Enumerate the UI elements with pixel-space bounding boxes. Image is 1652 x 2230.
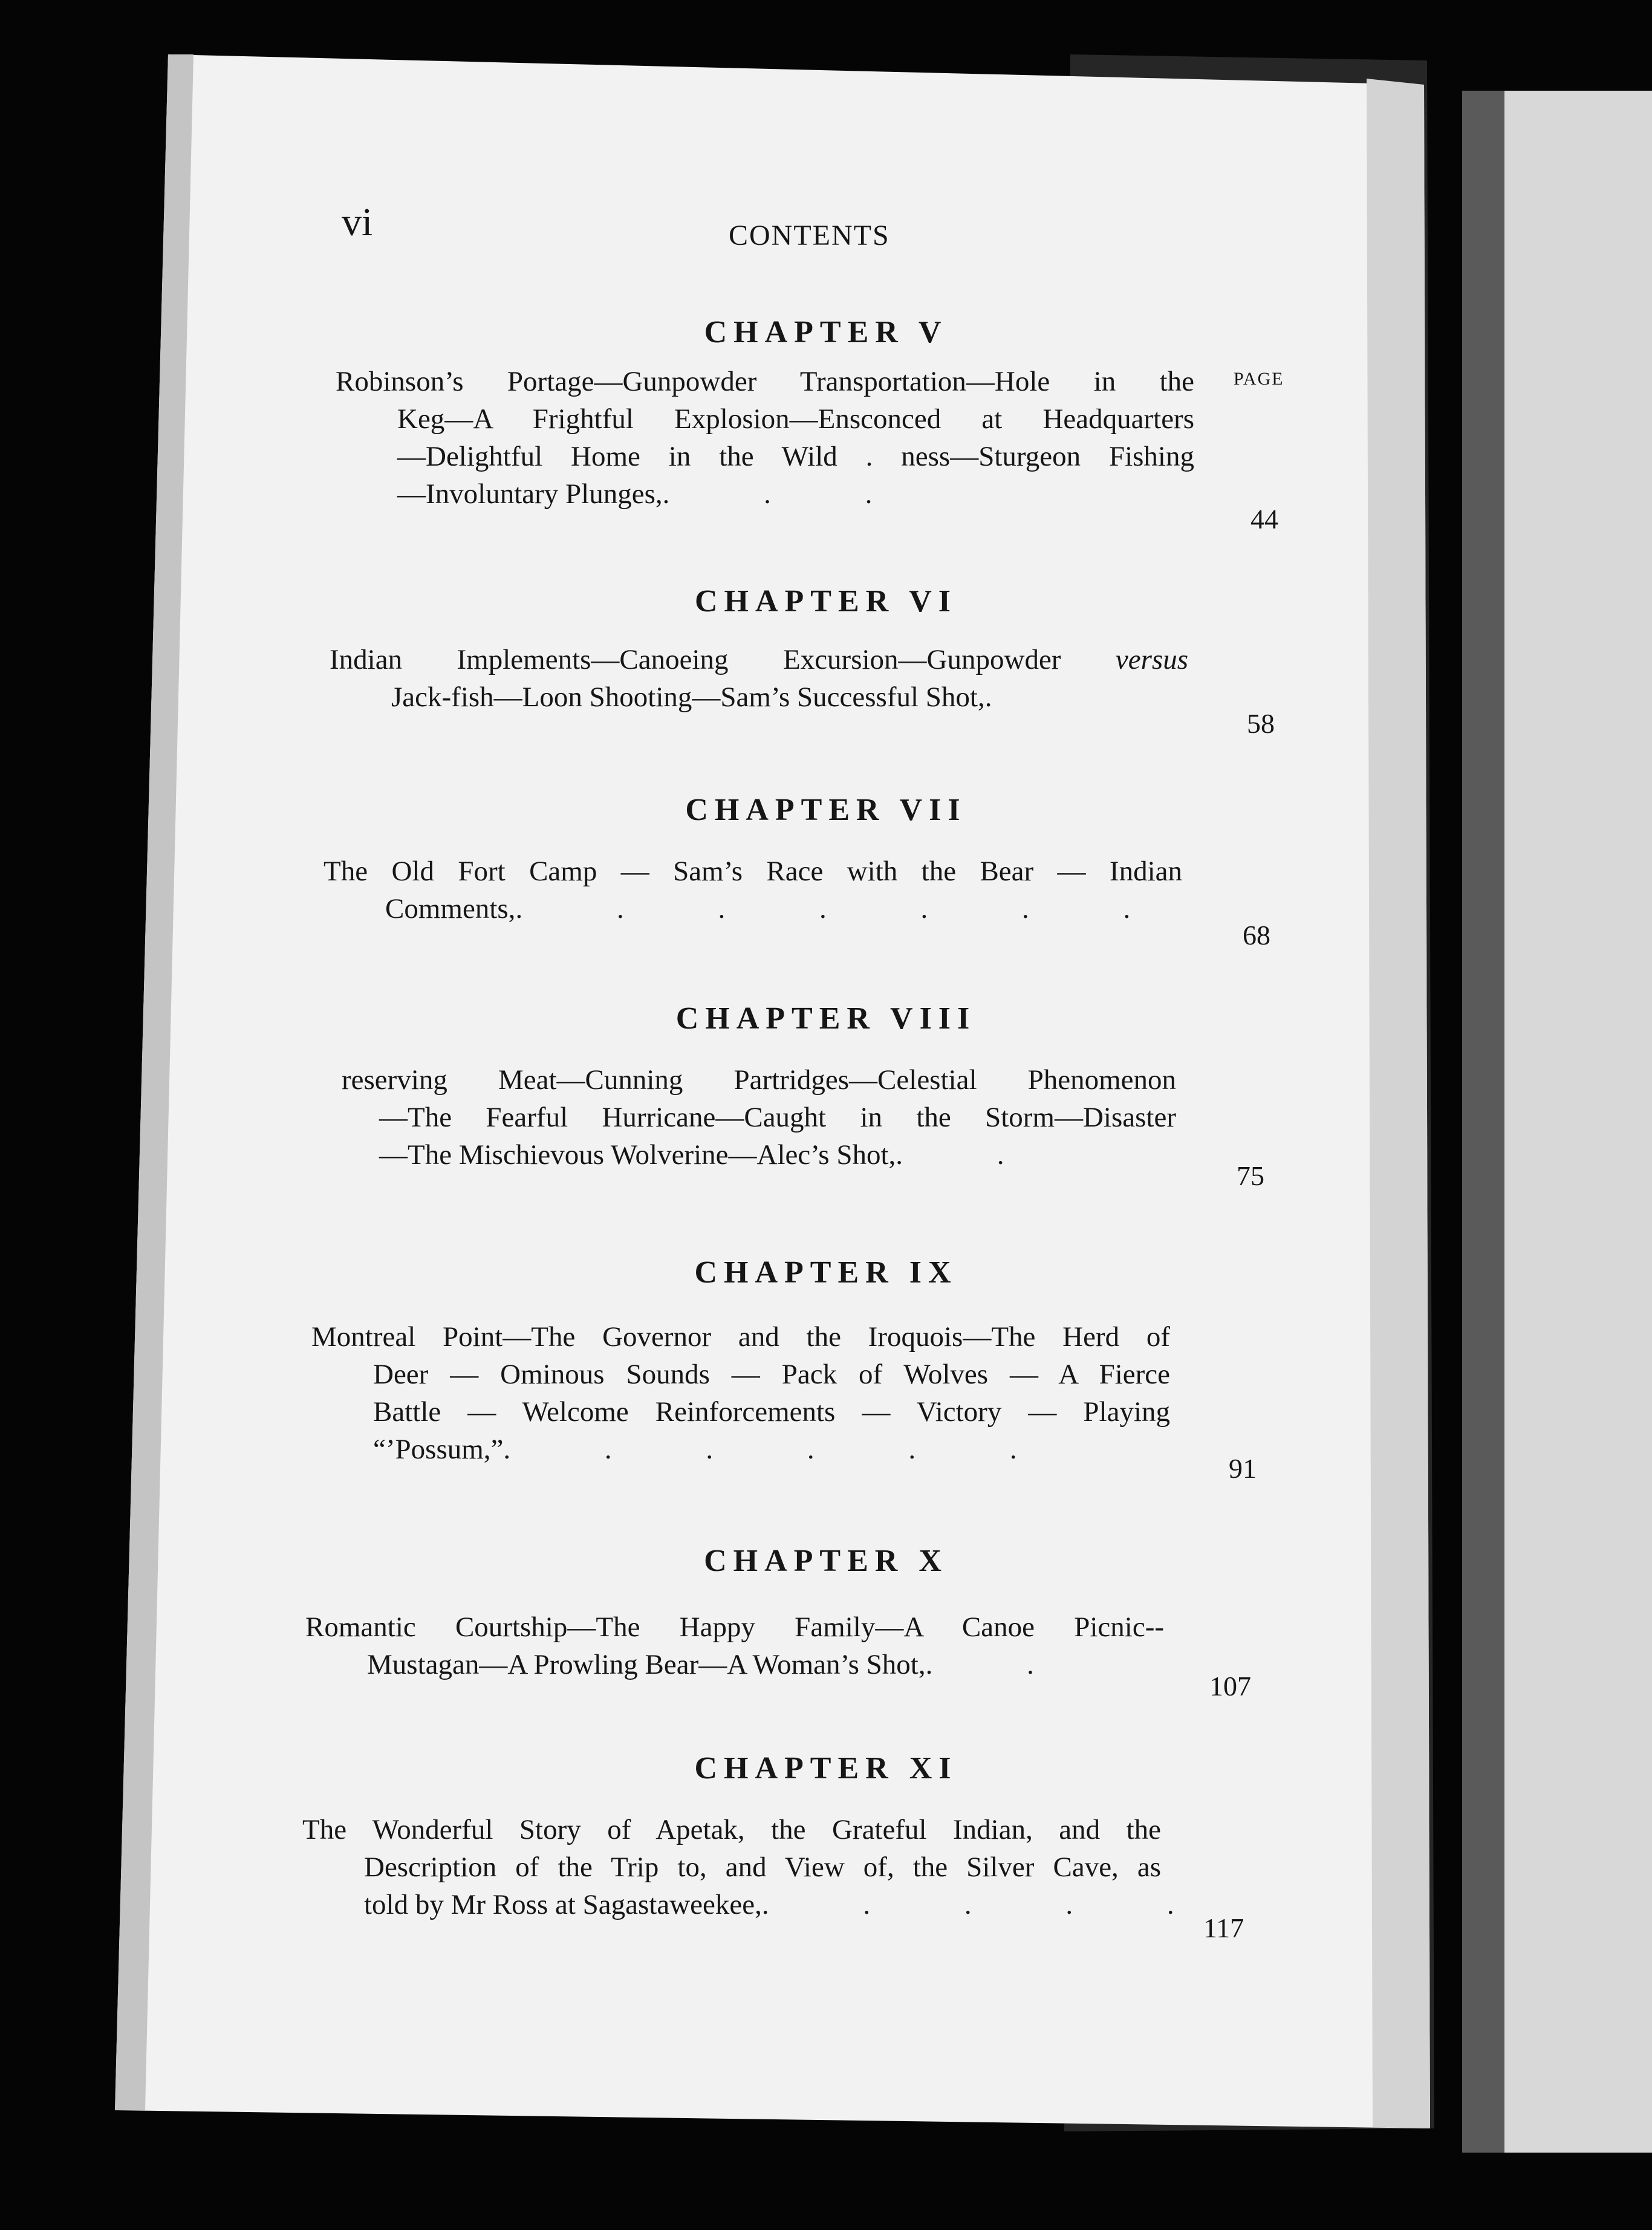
summary-line: Romantic Courtship—The Happy Family—A Canoe Picnic-- (305, 1611, 1164, 1643)
summary-line: Comments, . . . . . . . (385, 890, 1182, 928)
dot-leaders: . . . . . (761, 1889, 1218, 1920)
summary-line: Deer — Ominous Sounds — Pack of Wolves — A Fierce (373, 1359, 1170, 1390)
summary-line: Description of the Trip to, and View of, the Silver Cave, as (364, 1851, 1161, 1883)
chapter-summary (305, 1608, 1164, 1683)
folio: vi (342, 200, 373, 244)
page-number: 75 (1237, 1160, 1264, 1191)
chapter-heading: CHAPTER XI (694, 1751, 958, 1786)
summary-line: Jack-fish—Loon Shooting—Sam’s Successful Shot, . (391, 678, 1188, 716)
dot-leaders: . . . . . . (503, 1434, 1061, 1465)
summary-line: Indian Implements—Canoeing Excursion—Gunpowder versus (330, 644, 1189, 675)
chapter-summary (330, 641, 1188, 716)
dot-leaders: . . . . . . . (515, 893, 1174, 925)
chapter-summary (311, 1318, 1170, 1468)
summary-line: reserving Meat—Cunning Partridges—Celestial Phenomenon (342, 1064, 1176, 1096)
chapter-heading: CHAPTER V (704, 315, 948, 349)
summary-line: —Delightful Home in the Wild . ness—Sturgeon Fishing (397, 441, 1194, 472)
dot-leaders: . (984, 681, 1036, 713)
summary-line: “’Possum,” . . . . . . (373, 1431, 1170, 1468)
summary-line: The Old Fort Camp — Sam’s Race with the Bear — Indian (324, 856, 1182, 887)
page-number: 91 (1229, 1453, 1257, 1484)
summary-line: Keg—A Frightful Explosion—Ensconced at Headquarters (397, 403, 1194, 435)
summary-line: Montreal Point—The Governor and the Iroquois—The Herd of (311, 1321, 1170, 1353)
chapter-heading: CHAPTER IX (694, 1255, 958, 1290)
page-number: 44 (1250, 504, 1278, 535)
chapter-summary (324, 853, 1182, 928)
chapter-heading: CHAPTER VI (694, 584, 958, 619)
summary-line: —Involuntary Plunges, . . . (397, 475, 1194, 513)
summary-line: —The Fearful Hurricane—Caught in the Storm—Disaster (379, 1102, 1176, 1133)
page-column-label: PAGE (1234, 369, 1284, 389)
chapter-summary (302, 1811, 1218, 1923)
chapter-heading: CHAPTER VII (685, 793, 967, 827)
summary-line: —The Mischievous Wolverine—Alec’s Shot, . . (379, 1136, 1176, 1174)
page-number: 68 (1243, 920, 1270, 951)
running-head: CONTENTS (729, 219, 890, 252)
summary-line: told by Mr Ross at Sagastaweekee, . . . . . (364, 1886, 1161, 1923)
summary-line: The Wonderful Story of Apetak, the Grateful Indian, and the (302, 1814, 1161, 1845)
italic-word: versus (1115, 644, 1189, 675)
chapter-summary (342, 1061, 1176, 1174)
chapter-summary (336, 363, 1194, 513)
dot-leaders: . . (925, 1649, 1078, 1680)
summary-line: Mustagan—A Prowling Bear—A Woman’s Shot, . . (367, 1646, 1164, 1683)
page-number: 107 (1209, 1671, 1251, 1702)
chapter-heading: CHAPTER VIII (675, 1001, 977, 1036)
page-number: 117 (1203, 1913, 1244, 1943)
page-number: 58 (1247, 708, 1275, 739)
dot-leaders: . . (896, 1139, 1048, 1171)
chapter-heading: CHAPTER X (704, 1544, 948, 1578)
dot-leaders: . . . (662, 478, 916, 510)
summary-line: Robinson’s Portage—Gunpowder Transportation—Hole in the (336, 366, 1194, 397)
summary-line: Battle — Welcome Reinforcements — Victory — Playing (373, 1396, 1170, 1428)
